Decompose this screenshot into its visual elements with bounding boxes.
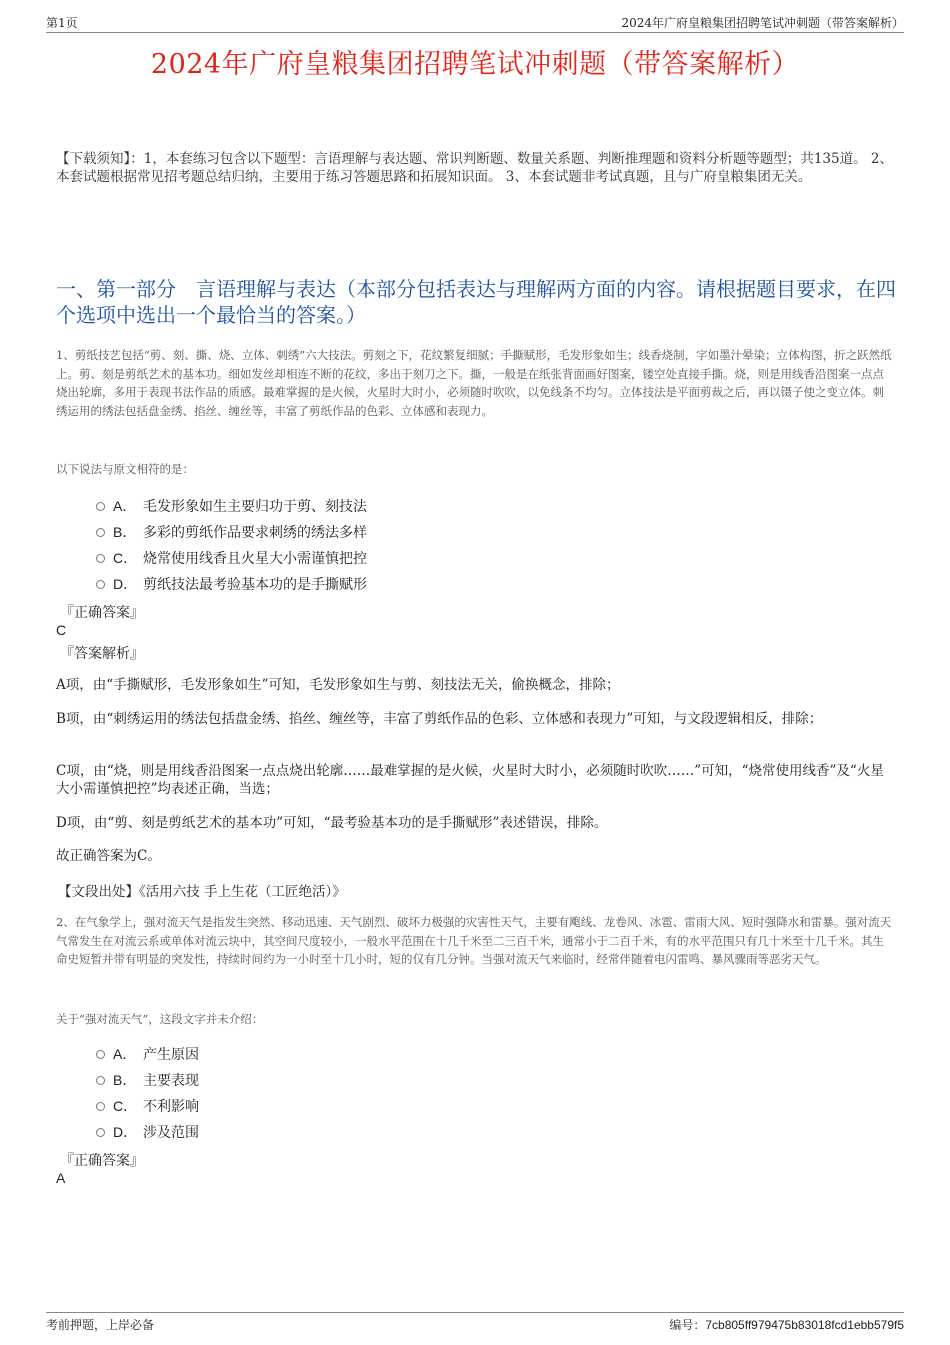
radio-icon[interactable] [96,502,105,511]
q1-answer: C [56,622,67,638]
q2-option-b[interactable]: B． 主要表现 [96,1067,199,1093]
radio-icon[interactable] [96,1050,105,1059]
section-heading: 一、第一部分 言语理解与表达（本部分包括表达与理解两方面的内容。请根据题目要求，在四个选项中选出一个最恰当的答案。） [56,277,896,327]
q1-analysis-b: B项，由“刺绣运用的绣法包括盘金绣、掐丝、缠丝等，丰富了剪纸作品的色彩、立体感和表现力”可知，与文段逻辑相反，排除； [56,711,823,727]
header-doc-title: 2024年广府皇粮集团招聘笔试冲刺题（带答案解析） [621,16,904,30]
q1-options [96,493,367,597]
footer-slogan: 考前押题，上岸必备 [46,1318,155,1332]
q1-analysis-a: A项，由“手撕赋形，毛发形象如生”可知，毛发形象如生与剪、刻技法无关，偷换概念，排除； [56,677,620,693]
q1-analysis-d: D项，由“剪、刻是剪纸艺术的基本功”可知，“最考验基本功的是手撕赋形”表述错误，排除。 [56,815,608,831]
page-footer [46,1312,904,1332]
q1-analysis-label: 『答案解析』 [60,646,144,662]
q1-analysis-c: C项，由“烧，则是用线香沿图案一点点烧出轮廓……最难掌握的是火候，火星时大时小，必须随时吹吹……”可知，“烧常使用线香”及“火星大小需谨慎把控”均表述正确，当选； [56,763,884,797]
q2-passage: 2、在气象学上，强对流天气是指发生突然、移动迅速、天气剧烈、破坏力极强的灾害性天气，主要有飑线、龙卷风、冰雹、雷雨大风、短时强降水和雷暴。强对流天气常发生在对流云系或单体对流云块中，其空间尺度较小，一般水平范围在十几千米至二三百千米，通常小于二百千米，有的水平范围只有几十米至十几千米。其生命史短暂并带有明显的突发性，持续时间约为一小时至十几小时，短的仅有几分钟。当强对流天气来临时，经常伴随着电闪雷鸣、暴风骤雨等恶劣天气。 [56,915,892,966]
radio-icon[interactable] [96,580,105,589]
q2-answer-label: 『正确答案』 [60,1153,144,1169]
q2-prompt: 关于“强对流天气”，这段文字并未介绍： [56,1012,264,1026]
q1-option-c[interactable]: C． 烧常使用线香且火星大小需谨慎把控 [96,545,367,571]
q1-source: 【文段出处】《活用六技 手上生花（工匠绝活）》 [58,884,346,900]
q1-prompt: 以下说法与原文相符的是： [56,462,194,476]
radio-icon[interactable] [96,1102,105,1111]
q1-option-d[interactable]: D． 剪纸技法最考验基本功的是手撕赋形 [96,571,367,597]
page-header [46,14,904,33]
q1-option-a[interactable]: A． 毛发形象如生主要归功于剪、刻技法 [96,493,367,519]
radio-icon[interactable] [96,1128,105,1137]
q1-conclusion: 故正确答案为C。 [56,848,161,864]
q1-option-b[interactable]: B． 多彩的剪纸作品要求刺绣的绣法多样 [96,519,367,545]
download-notice: 【下载须知】：1，本套练习包含以下题型：言语理解与表达题、常识判断题、数量关系题、判断推理题和资料分析题等题型；共135道。 2、本套试题根据常见招考题总结归纳，主要用于练习答题思路和拓展知识面。 3、本套试题非考试真题，且与广府皇粮集团无关。 [56,151,893,185]
q2-options [96,1041,199,1145]
q2-option-a[interactable]: A． 产生原因 [96,1041,199,1067]
radio-icon[interactable] [96,554,105,563]
page-title: 2024年广府皇粮集团招聘笔试冲刺题（带答案解析） [150,49,800,80]
q2-option-c[interactable]: C． 不利影响 [96,1093,199,1119]
q2-answer: A [56,1170,66,1186]
q2-option-d[interactable]: D． 涉及范围 [96,1119,199,1145]
q1-passage: 1、剪纸技艺包括“剪、刻、撕、烧、立体、刺绣”六大技法。剪刻之下，花纹繁复细腻；手撕赋形，毛发形象如生；线香烧制，字如墨汁晕染；立体构图，折之跃然纸上。剪、刻是剪纸艺术的基本功。细如发丝却相连不断的花纹，多出于刻刀之下。撕，一般是在纸张背面画好图案，镂空处直接手撕。烧，则是用线香沿图案一点点烧出轮廓，多用于表现书法作品的质感。最难掌握的是火候，火星时大时小，必须随时吹吹，以免线条不均匀。立体技法是平面剪裁之后，再以镊子使之变立体。刺绣运用的绣法包括盘金绣、掐丝、缠丝等，丰富了剪纸作品的色彩、立体感和表现力。 [56,348,892,418]
footer-code: 编号：7cb805ff979475b83018fcd1ebb579f5 [669,1318,904,1332]
radio-icon[interactable] [96,528,105,537]
q1-answer-label: 『正确答案』 [60,605,144,621]
page-number: 第1页 [46,16,78,30]
radio-icon[interactable] [96,1076,105,1085]
